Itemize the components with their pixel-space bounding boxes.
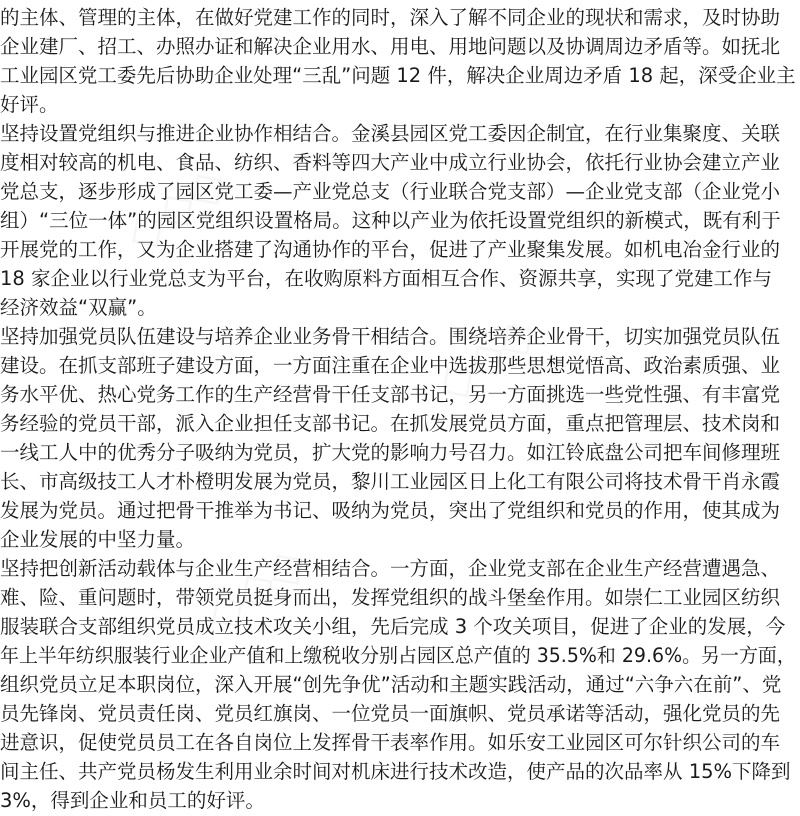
text-line: 难、险、重问题时，带领党员挺身而出，发挥党组织的战斗堡垒作用。如崇仁工业园区纺织 — [0, 586, 781, 609]
text-line: 坚持设置党组织与推进企业协作相结合。金溪县园区党工委因企制宜，在行业集聚度、关联 — [0, 122, 781, 145]
text-line: 3%，得到企业和员工的好评。 — [0, 789, 265, 812]
text-line: 建设。在抓支部班子建设方面，一方面注重在企业中选拔那些思想觉悟高、政治素质强、业 — [0, 354, 781, 377]
text-line: 组）“三位一体”的园区党组织设置格局。这种以产业为依托设置党组织的新模式，既有利于 — [0, 209, 781, 232]
text-line: 年上半年纺织服装行业企业产值和上缴税收分别占园区总产值的 35.5%和 29.6%。另一方面， — [0, 644, 796, 667]
text-line: 企业发展的中坚力量。 — [0, 528, 196, 551]
text-line: 的主体、管理的主体，在做好党建工作的同时，深入了解不同企业的现状和需求，及时协助 — [0, 6, 781, 29]
text-line: 经济效益“双赢”。 — [0, 296, 157, 319]
text-line: 度相对较高的机电、食品、纺织、香料等四大产业中成立行业协会，依托行业协会建立产业 — [0, 151, 781, 174]
text-line: 坚持把创新活动载体与企业生产经营相结合。一方面，企业党支部在企业生产经营遭遇急、 — [0, 557, 781, 580]
text-line: 员先锋岗、党员责任岗、党员红旗岗、一位党员一面旗帜、党员承诺等活动，强化党员的先 — [0, 702, 781, 725]
text-line: 好评。 — [0, 93, 59, 116]
text-line: 组织党员立足本职岗位，深入开展“创先争优”活动和主题实践活动，通过“六争六在前”、党 — [0, 673, 782, 696]
text-line: 间主任、共产党员杨发生利用业余时间对机床进行技术改造，使产品的次品率从 15%下降到 — [0, 760, 791, 783]
text-line: 党总支，逐步形成了园区党工委—产业党总支（行业联合党支部）—企业党支部（企业党小 — [0, 180, 781, 203]
text-line: 企业建厂、招工、办照办证和解决企业用水、用电、用地问题以及协调周边矛盾等。如抚北 — [0, 35, 781, 58]
text-line: 发展为党员。通过把骨干推举为书记、吸纳为党员，突出了党组织和党员的作用，使其成为 — [0, 499, 781, 522]
text-line: 长、市高级技工人才朴橙明发展为党员，黎川工业园区日上化工有限公司将技术骨干肖永霞 — [0, 470, 781, 493]
text-line: 坚持加强党员队伍建设与培养企业业务骨干相结合。围绕培养企业骨干，切实加强党员队伍 — [0, 325, 781, 348]
text-line: 18 家企业以行业党总支为平台，在收购原料方面相互合作、资源共享，实现了党建工作与 — [0, 267, 773, 290]
text-line: 开展党的工作，又为企业搭建了沟通协作的平台，促进了产业聚集发展。如机电冶金行业的 — [0, 238, 781, 261]
text-line: 务经验的党员干部，派入企业担任支部书记。在抓发展党员方面，重点把管理层、技术岗和 — [0, 412, 781, 435]
text-line: 一线工人中的优秀分子吸纳为党员，扩大党的影响力号召力。如江铃底盘公司把车间修理班 — [0, 441, 781, 464]
text-line: 务水平优、热心党务工作的生产经营骨干任支部书记，另一方面挑选一些党性强、有丰富党 — [0, 383, 781, 406]
text-line: 进意识，促使党员员工在各自岗位上发挥骨干表率作用。如乐安工业园区可尔针织公司的车 — [0, 731, 781, 754]
text-line: 服装联合支部组织党员成立技术攻关小组，先后完成 3 个攻关项目，促进了企业的发展，今 — [0, 615, 786, 638]
text-line: 工业园区党工委先后协助企业处理“三乱”问题 12 件，解决企业周边矛盾 18 起，深受企业主 — [0, 64, 796, 87]
